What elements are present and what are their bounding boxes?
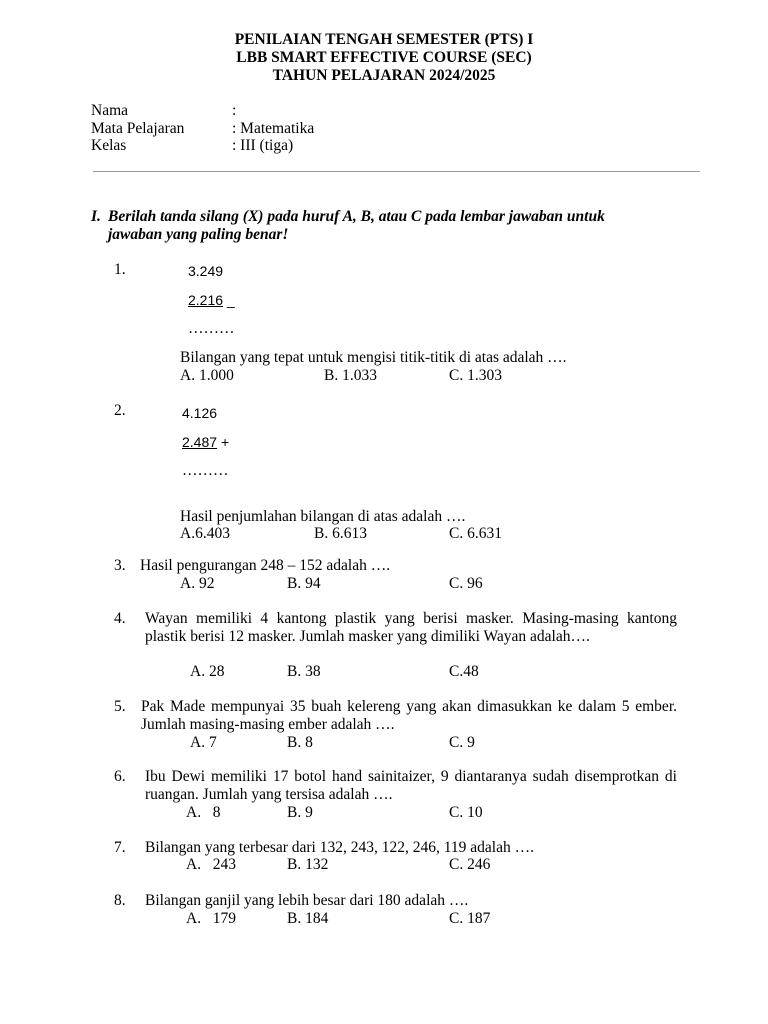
question-4-number: 4. bbox=[114, 610, 126, 627]
question-2-number: 2. bbox=[114, 402, 126, 419]
question-5-option-c: C. 9 bbox=[449, 734, 475, 751]
question-7-text: Bilangan yang terbesar dari 132, 243, 122, 246, 119 adalah …. bbox=[145, 839, 534, 856]
question-7-option-a: A. 243 bbox=[186, 856, 236, 873]
question-2-bottom-row bbox=[182, 433, 229, 451]
question-6-text: Ibu Dewi memiliki 17 botol hand sainitaizer, 9 diantaranya sudah disemprotkan di ruangan. Jumlah yang tersisa adalah …. bbox=[145, 768, 677, 803]
question-2-operator: + bbox=[220, 434, 230, 450]
question-1-option-b: B. 1.033 bbox=[324, 367, 377, 384]
question-5-number: 5. bbox=[114, 698, 126, 715]
question-3-option-a: A. 92 bbox=[180, 575, 215, 592]
question-6-option-c: C. 10 bbox=[449, 804, 483, 821]
question-1-bottom-row bbox=[188, 291, 235, 309]
question-4-option-b: B. 38 bbox=[287, 663, 321, 680]
question-1-bottom-number: 2.216 bbox=[188, 292, 224, 308]
question-6-number: 6. bbox=[114, 768, 126, 785]
header-title-line3: TAHUN PELAJARAN 2024/2025 bbox=[272, 67, 496, 84]
question-8-option-c: C. 187 bbox=[449, 910, 491, 927]
question-3-option-c: C. 96 bbox=[449, 575, 483, 592]
question-2-option-b: B. 6.613 bbox=[314, 525, 367, 542]
kelas-label: Kelas bbox=[91, 137, 127, 154]
question-7-option-c: C. 246 bbox=[449, 856, 491, 873]
question-7-number: 7. bbox=[114, 839, 126, 856]
kelas-value: : III (tiga) bbox=[232, 137, 294, 154]
question-8-text: Bilangan ganjil yang lebih besar dari 180 adalah …. bbox=[145, 892, 469, 909]
question-5-option-a: A. 7 bbox=[190, 734, 217, 751]
header-title-line1: PENILAIAN TENGAH SEMESTER (PTS) I bbox=[234, 31, 534, 48]
nama-label: Nama bbox=[91, 102, 129, 119]
question-2-top-number: 4.126 bbox=[182, 405, 218, 421]
question-2-bottom-number: 2.487 bbox=[182, 434, 218, 450]
question-4-option-c: C.48 bbox=[449, 663, 479, 680]
question-3-option-b: B. 94 bbox=[287, 575, 321, 592]
question-6-option-b: B. 9 bbox=[287, 804, 313, 821]
divider-line bbox=[93, 171, 700, 172]
question-8-number: 8. bbox=[114, 892, 126, 909]
question-8-option-a: A. 179 bbox=[186, 910, 236, 927]
question-1-number: 1. bbox=[114, 261, 126, 278]
question-5-option-b: B. 8 bbox=[287, 734, 313, 751]
section-number: I. bbox=[91, 208, 101, 225]
question-4-option-a: A. 28 bbox=[190, 663, 225, 680]
question-6-option-a: A. 8 bbox=[186, 804, 221, 821]
question-3-number: 3. bbox=[114, 557, 126, 574]
question-1-option-a: A. 1.000 bbox=[180, 367, 234, 384]
question-8-option-b: B. 184 bbox=[287, 910, 329, 927]
mapel-value: : Matematika bbox=[232, 120, 315, 137]
question-4-text: Wayan memiliki 4 kantong plastik yang berisi masker. Masing-masing kantong plastik berisi 12 masker. Jumlah masker yang dimiliki Wayan adalah…. bbox=[145, 610, 677, 645]
question-2-option-c: C. 6.631 bbox=[449, 525, 502, 542]
question-7-option-b: B. 132 bbox=[287, 856, 329, 873]
question-2-dots: ……… bbox=[182, 462, 229, 479]
question-2-option-a: A.6.403 bbox=[180, 525, 230, 542]
instruction-line1: Berilah tanda silang (X) pada huruf A, B, atau C pada lembar jawaban untuk bbox=[108, 208, 605, 225]
question-5-text: Pak Made mempunyai 35 buah kelereng yang akan dimasukkan ke dalam 5 ember. Jumlah masing-masing ember adalah …. bbox=[141, 698, 677, 733]
question-1-operator: _ bbox=[226, 292, 235, 308]
question-2-text: Hasil penjumlahan bilangan di atas adalah …. bbox=[180, 508, 466, 525]
instruction-line2: jawaban yang paling benar! bbox=[108, 226, 289, 243]
header-title-line2: LBB SMART EFFECTIVE COURSE (SEC) bbox=[236, 49, 532, 66]
question-1-text: Bilangan yang tepat untuk mengisi titik-titik di atas adalah …. bbox=[180, 349, 567, 366]
question-1-option-c: C. 1.303 bbox=[449, 367, 502, 384]
mapel-label: Mata Pelajaran bbox=[91, 120, 185, 137]
question-1-dots: ……… bbox=[188, 320, 235, 337]
question-3-text: Hasil pengurangan 248 – 152 adalah …. bbox=[140, 557, 391, 574]
nama-value: : bbox=[232, 102, 237, 119]
question-1-top-number: 3.249 bbox=[188, 263, 224, 279]
